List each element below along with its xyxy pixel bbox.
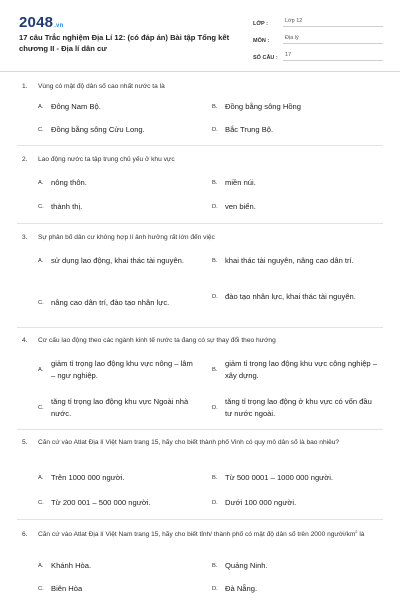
option-text: Đồng bằng sông Hồng (225, 102, 301, 111)
logo-tld: .vn (54, 23, 64, 29)
option-text: giảm tỉ trọng lao động khu vực nông – lâm – ngư nghiệp. (51, 359, 193, 380)
option-letter: B. (212, 367, 218, 373)
option-letter: B. (212, 563, 218, 569)
question-text: Lao động nước ta tập trung chủ yếu ở khu vực (38, 156, 175, 163)
question-number: 4. (22, 337, 28, 344)
option-a[interactable] (38, 358, 198, 382)
divider (17, 519, 383, 520)
option-text: Dưới 100 000 người. (225, 498, 297, 507)
option-d[interactable] (212, 201, 382, 213)
question-number: 6. (22, 531, 28, 539)
option-text: Quảng Ninh. (225, 561, 268, 570)
option-letter: D. (212, 500, 218, 506)
option-text: Đồng bằng sông Cửu Long. (51, 125, 145, 134)
question-stem (22, 438, 392, 448)
question-stem (22, 155, 392, 165)
option-b[interactable] (212, 177, 382, 189)
option-letter: A. (38, 563, 44, 569)
site-logo[interactable] (19, 14, 63, 31)
question-text: Căn cứ vào Atlat Địa lí Việt Nam trang 15, hãy cho biết thành phố Vinh có quy mô dân số là bao nhiêu? (38, 439, 340, 446)
option-a[interactable] (38, 177, 198, 189)
option-c[interactable] (38, 201, 198, 213)
option-letter: B. (212, 475, 218, 481)
question-text: Cơ cấu lao động theo các ngành kinh tế nước ta đang có sự thay đổi theo hướng (38, 337, 276, 344)
option-a[interactable] (38, 101, 198, 113)
option-letter: D. (212, 586, 218, 592)
option-a[interactable] (38, 560, 198, 572)
option-letter: C. (38, 405, 44, 411)
option-c[interactable] (38, 297, 213, 309)
option-letter: B. (212, 258, 218, 264)
question-stem (22, 233, 392, 243)
option-text: khai thác tài nguyên, nâng cao dân trí. (225, 256, 354, 265)
logo-text: 2048 (19, 14, 54, 31)
option-d[interactable] (212, 497, 382, 509)
option-d[interactable] (212, 396, 377, 420)
option-text: nâng cao dân trí, đào tạo nhân lực. (51, 298, 170, 307)
question-stem (22, 82, 392, 92)
question-number: 1. (22, 83, 28, 90)
option-c[interactable] (38, 583, 198, 595)
option-c[interactable] (38, 124, 198, 136)
option-letter: A. (38, 104, 44, 110)
option-letter: A. (38, 258, 44, 264)
question-stem (22, 336, 392, 346)
meta-subject-row (253, 31, 383, 44)
question-number: 2. (22, 156, 28, 163)
option-text: đào tạo nhân lực, khai thác tài nguyên. (225, 292, 356, 301)
page-title: 17 câu Trắc nghiệm Địa Lí 12: (có đáp án) Bài tập Tổng kết chương II - Địa lí dân cư (19, 33, 230, 53)
option-text: Khánh Hòa. (51, 561, 92, 570)
question-text: Căn cứ vào Atlat Địa lí Việt Nam trang 15, hãy cho biết tỉnh/ thành phố có mật độ dân số trên 2000 người/km (38, 531, 356, 539)
option-b[interactable] (212, 560, 382, 572)
question-text: Sự phân bố dân cư không hợp lí ảnh hưởng rất lớn đến việc (38, 234, 215, 241)
option-c[interactable] (38, 396, 198, 420)
option-letter: A. (38, 475, 44, 481)
option-letter: D. (212, 127, 218, 133)
meta-value: Địa lý (283, 35, 383, 44)
option-b[interactable] (212, 255, 362, 267)
question-stem (22, 527, 392, 540)
option-b[interactable] (212, 472, 382, 484)
meta-label: SỐ CÂU : (253, 55, 278, 61)
meta-count-row (253, 48, 383, 61)
meta-class-row (253, 14, 383, 27)
option-d[interactable] (212, 124, 382, 136)
question-number: 5. (22, 439, 28, 446)
option-letter: B. (212, 180, 218, 186)
option-text: Biên Hòa (51, 584, 83, 593)
meta-label: LỚP : (253, 21, 268, 27)
option-text: Bắc Trung Bộ. (225, 125, 274, 134)
question-text-end: là (357, 531, 365, 539)
option-text: sử dụng lao động, khai thác tài nguyên. (51, 256, 185, 265)
option-d[interactable] (212, 583, 382, 595)
option-letter: C. (38, 127, 44, 133)
option-letter: C. (38, 204, 44, 210)
option-letter: C. (38, 500, 44, 506)
option-letter: C. (38, 300, 44, 306)
option-text: Đông Nam Bộ. (51, 102, 101, 111)
option-text: Trên 1000 000 người. (51, 473, 125, 482)
question-number: 3. (22, 234, 28, 241)
divider (17, 327, 383, 328)
document-meta (253, 14, 383, 65)
option-d[interactable] (212, 291, 362, 303)
meta-label: MÔN : (253, 38, 270, 44)
option-b[interactable] (212, 101, 382, 113)
option-letter: D. (212, 204, 218, 210)
option-text: ven biển. (225, 202, 256, 211)
option-a[interactable] (38, 255, 198, 267)
divider (17, 223, 383, 224)
option-a[interactable] (38, 472, 198, 484)
question-text: Vùng có mật độ dân số cao nhất nước ta là (38, 83, 165, 90)
option-text: tăng tỉ trọng lao động khu vực Ngoài nhà nước. (51, 397, 189, 418)
option-letter: C. (38, 586, 44, 592)
option-letter: A. (38, 180, 44, 186)
option-c[interactable] (38, 497, 198, 509)
divider (17, 429, 383, 430)
option-text: miền núi. (225, 178, 256, 187)
document-header (0, 0, 400, 72)
option-text: giảm tỉ trọng lao động khu vực công nghiệp – xây dựng. (225, 359, 377, 380)
superscript: 2 (355, 529, 358, 534)
option-b[interactable] (212, 358, 377, 382)
option-text: Từ 500 0001 – 1000 000 người. (225, 473, 334, 482)
option-letter: D. (212, 294, 218, 300)
meta-value: Lớp 12 (283, 18, 383, 27)
option-text: nông thôn. (51, 178, 87, 187)
option-text: Từ 200 001 – 500 000 người. (51, 498, 151, 507)
option-text: tăng tỉ trọng lao động ở khu vực có vốn đầu tư nước ngoài. (225, 397, 372, 418)
option-letter: B. (212, 104, 218, 110)
option-letter: D. (212, 405, 218, 411)
option-letter: A. (38, 367, 44, 373)
meta-value: 17 (283, 52, 383, 61)
option-text: Đà Nẵng. (225, 584, 258, 593)
option-text: thành thị. (51, 202, 83, 211)
divider (17, 145, 383, 146)
